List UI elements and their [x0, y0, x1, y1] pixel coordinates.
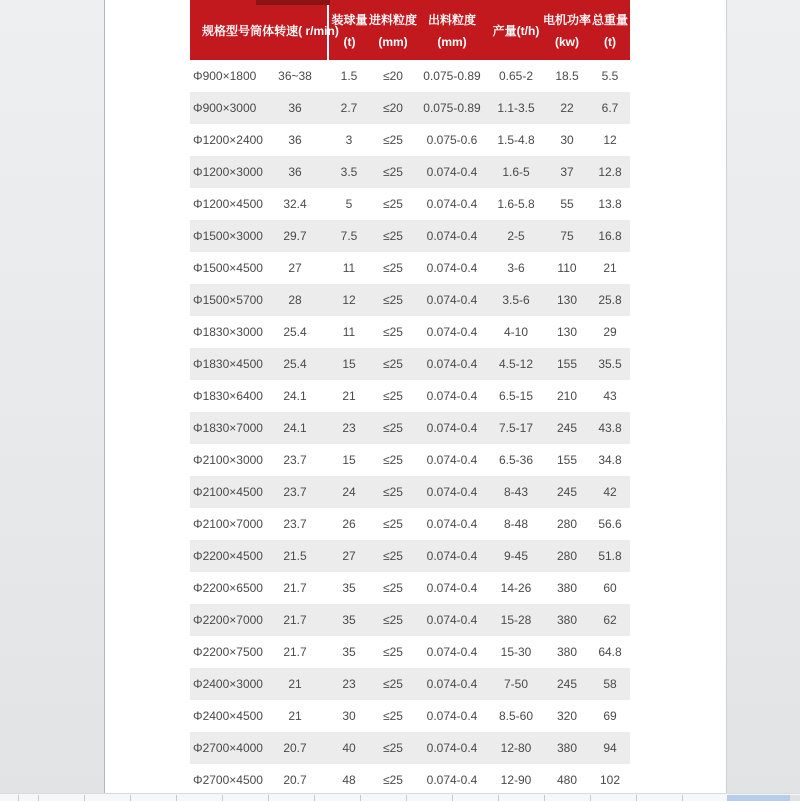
table-row — [190, 540, 630, 572]
table-cell: 110 — [557, 261, 577, 275]
column-unit: (t) — [343, 35, 356, 49]
table-cell: 12-90 — [500, 773, 532, 787]
table-cell: 23.7 — [283, 517, 307, 531]
table-cell: Φ1500×4500 — [193, 261, 263, 275]
table-cell: Φ2700×4500 — [193, 773, 263, 787]
table-row — [190, 60, 630, 92]
table-cell: 155 — [556, 357, 578, 371]
table-cell: ≤25 — [383, 709, 403, 723]
table-cell: 4.5-12 — [498, 357, 534, 371]
column-header — [250, 0, 339, 60]
table-cell: 8-43 — [503, 485, 529, 499]
table-cell: 43.8 — [598, 421, 622, 435]
strip-separator-tick — [18, 795, 19, 801]
table-cell: Φ2200×7000 — [193, 613, 263, 627]
table-row — [190, 92, 630, 124]
table-cell: 11 — [342, 325, 356, 339]
table-cell: ≤25 — [383, 517, 403, 531]
table-cell: ≤25 — [383, 293, 403, 307]
table-row — [190, 732, 630, 764]
table-row — [190, 380, 630, 412]
column-title: 进料粒度 — [369, 13, 418, 27]
table-row — [190, 764, 630, 796]
table-cell: 20.7 — [283, 773, 307, 787]
table-cell: 23 — [342, 677, 356, 691]
table-cell: 21 — [342, 389, 356, 403]
table-cell: 380 — [556, 613, 578, 627]
table-cell: 34.8 — [598, 453, 622, 467]
table-cell: Φ2700×4000 — [193, 741, 263, 755]
table-cell: 102 — [599, 773, 621, 787]
table-cell: Φ1830×3000 — [193, 325, 263, 339]
table-cell: 6.7 — [601, 101, 619, 115]
table-cell: 2-5 — [507, 229, 525, 243]
strip-separator-tick — [452, 795, 453, 801]
table-cell: 26 — [342, 517, 356, 531]
table-cell: Φ1830×6400 — [193, 389, 263, 403]
table-cell: Φ1830×4500 — [193, 357, 263, 371]
table-cell: 0.074-0.4 — [426, 549, 478, 563]
table-cell: 35.5 — [598, 357, 622, 371]
column-unit: (kw) — [555, 35, 579, 49]
table-cell: 1.5 — [340, 69, 358, 83]
table-cell: 42 — [603, 485, 617, 499]
table-cell: 62 — [603, 613, 617, 627]
table-cell: 0.074-0.4 — [426, 677, 478, 691]
table-cell: 58 — [603, 677, 617, 691]
table-cell: 3 — [345, 133, 353, 147]
spec-table-header-row — [190, 0, 630, 60]
table-cell: 12 — [342, 293, 356, 307]
table-cell: ≤25 — [383, 357, 403, 371]
table-cell: ≤25 — [383, 773, 403, 787]
table-cell: 7-50 — [503, 677, 529, 691]
table-cell: 0.074-0.4 — [426, 485, 478, 499]
table-row — [190, 476, 630, 508]
column-title: 装球量 — [331, 13, 368, 27]
table-cell: ≤25 — [383, 325, 403, 339]
table-cell: 12-80 — [500, 741, 532, 755]
table-cell: 23 — [342, 421, 356, 435]
table-cell: ≤25 — [383, 165, 403, 179]
column-title: 产量(t/h) — [492, 23, 540, 38]
strip-separator-tick — [406, 795, 407, 801]
table-cell: 40 — [342, 741, 356, 755]
table-cell: 21.5 — [283, 549, 307, 563]
table-cell: Φ1200×2400 — [193, 133, 263, 147]
column-title: 规格型号 — [201, 23, 250, 38]
table-cell: 0.074-0.4 — [426, 517, 478, 531]
table-cell: ≤25 — [383, 453, 403, 467]
table-cell: 0.074-0.4 — [426, 421, 478, 435]
table-cell: ≤25 — [383, 741, 403, 755]
column-header — [416, 0, 488, 60]
table-cell: 0.074-0.4 — [426, 325, 478, 339]
table-cell: 0.074-0.4 — [426, 229, 478, 243]
table-cell: 15 — [342, 357, 356, 371]
column-header — [488, 0, 544, 60]
table-cell: 21.7 — [283, 613, 307, 627]
spec-table-header — [190, 0, 630, 60]
column-title: 出料粒度 — [427, 13, 476, 27]
table-cell: 3-6 — [507, 261, 525, 275]
table-cell: 0.074-0.4 — [426, 645, 478, 659]
table-cell: 21.7 — [283, 645, 307, 659]
table-cell: ≤25 — [383, 133, 403, 147]
column-header — [544, 0, 590, 60]
taskbar-highlight-segment[interactable] — [727, 795, 790, 801]
table-cell: 29 — [603, 325, 617, 339]
table-cell: 51.8 — [598, 549, 622, 563]
document-page — [104, 0, 727, 800]
table-cell: 280 — [556, 517, 578, 531]
strip-separator-tick — [498, 795, 499, 801]
table-cell: Φ2200×4500 — [193, 549, 263, 563]
table-cell: 28 — [288, 293, 302, 307]
table-cell: 245 — [556, 485, 578, 499]
table-cell: 4-10 — [503, 325, 529, 339]
table-cell: 3.5 — [340, 165, 358, 179]
table-cell: 21 — [288, 709, 302, 723]
table-cell: 5 — [345, 197, 353, 211]
table-cell: 380 — [556, 741, 578, 755]
header-accent-block — [256, 0, 330, 5]
table-cell: 0.074-0.4 — [426, 165, 478, 179]
table-cell: 56.6 — [598, 517, 622, 531]
table-cell: 64.8 — [598, 645, 622, 659]
table-cell: 35 — [342, 581, 356, 595]
table-cell: 11 — [342, 261, 356, 275]
table-cell: 8-48 — [503, 517, 529, 531]
table-cell: Φ2200×7500 — [193, 645, 263, 659]
strip-separator-tick — [222, 795, 223, 801]
table-cell: 0.074-0.4 — [426, 357, 478, 371]
table-cell: 0.075-0.6 — [426, 133, 478, 147]
table-cell: 25.4 — [283, 357, 307, 371]
table-cell: 14-26 — [500, 581, 532, 595]
table-cell: 27 — [342, 549, 356, 563]
spec-table — [190, 0, 631, 796]
table-row — [190, 284, 630, 316]
table-cell: 27 — [288, 261, 302, 275]
strip-separator-tick — [314, 795, 315, 801]
table-cell: 1.6-5.8 — [497, 197, 535, 211]
table-cell: Φ2200×6500 — [193, 581, 263, 595]
table-cell: Φ2100×3000 — [193, 453, 263, 467]
table-cell: 1.6-5 — [502, 165, 530, 179]
column-title: 筒体转速( r/min) — [250, 23, 339, 38]
table-row — [190, 316, 630, 348]
table-cell: 36 — [288, 165, 302, 179]
table-cell: 7.5-17 — [498, 421, 534, 435]
table-row — [190, 700, 630, 732]
table-cell: ≤25 — [383, 421, 403, 435]
table-cell: 25.8 — [598, 293, 622, 307]
table-cell: 24.1 — [283, 421, 307, 435]
table-cell: Φ1500×5700 — [193, 293, 263, 307]
strip-separator-tick — [130, 795, 131, 801]
table-cell: 30 — [560, 133, 574, 147]
table-row — [190, 572, 630, 604]
table-cell: 13.8 — [598, 197, 622, 211]
table-cell: 21 — [603, 261, 617, 275]
strip-separator-tick — [636, 795, 637, 801]
table-cell: 6.5-36 — [498, 453, 534, 467]
table-cell: 30 — [342, 709, 356, 723]
table-cell: Φ2400×3000 — [193, 677, 263, 691]
table-cell: 245 — [556, 677, 578, 691]
strip-separator-tick — [176, 795, 177, 801]
table-cell: ≤20 — [383, 101, 403, 115]
column-header — [370, 0, 416, 60]
table-cell: 12.8 — [598, 165, 622, 179]
table-cell: 16.8 — [598, 229, 622, 243]
table-cell: 15-28 — [500, 613, 532, 627]
table-cell: 37 — [560, 165, 574, 179]
table-cell: Φ1830×7000 — [193, 421, 263, 435]
table-cell: 29.7 — [283, 229, 307, 243]
table-cell: 2.7 — [340, 101, 358, 115]
table-cell: 35 — [342, 613, 356, 627]
table-row — [190, 220, 630, 252]
table-cell: 0.075-0.89 — [423, 101, 481, 115]
table-row — [190, 188, 630, 220]
table-cell: ≤25 — [383, 677, 403, 691]
table-cell: ≤25 — [383, 197, 403, 211]
table-cell: 15 — [342, 453, 356, 467]
table-cell: 1.5-4.8 — [497, 133, 535, 147]
column-header — [590, 0, 630, 60]
table-cell: 69 — [603, 709, 617, 723]
table-cell: 130 — [556, 325, 578, 339]
table-cell: 0.074-0.4 — [426, 293, 478, 307]
table-cell: Φ2100×4500 — [193, 485, 263, 499]
table-cell: ≤25 — [383, 229, 403, 243]
table-cell: 15-30 — [500, 645, 532, 659]
table-cell: 245 — [556, 421, 578, 435]
table-cell: 320 — [556, 709, 578, 723]
strip-separator-tick — [682, 795, 683, 801]
table-row — [190, 124, 630, 156]
table-cell: 0.074-0.4 — [426, 773, 478, 787]
table-cell: 0.074-0.4 — [426, 261, 478, 275]
table-cell: 0.074-0.4 — [426, 581, 478, 595]
table-cell: 18.5 — [555, 69, 579, 83]
table-cell: 94 — [603, 741, 617, 755]
table-cell: 130 — [556, 293, 578, 307]
table-row — [190, 636, 630, 668]
spec-table-body — [190, 60, 630, 796]
table-cell: 155 — [556, 453, 578, 467]
table-cell: 5.5 — [601, 69, 619, 83]
table-cell: 21 — [288, 677, 302, 691]
table-cell: 36 — [288, 101, 302, 115]
table-cell: 24.1 — [283, 389, 307, 403]
table-cell: 48 — [342, 773, 356, 787]
table-cell: 7.5 — [340, 229, 358, 243]
ball-mill-spec-table — [190, 0, 630, 796]
table-cell: 480 — [556, 773, 578, 787]
table-cell: ≤25 — [383, 645, 403, 659]
table-row — [190, 412, 630, 444]
column-title: 电机功率 — [543, 13, 592, 27]
table-cell: 9-45 — [503, 549, 529, 563]
table-cell: ≤25 — [383, 485, 403, 499]
taskbar-strip-tail — [790, 795, 800, 801]
table-cell: 0.075-0.89 — [423, 69, 481, 83]
table-cell: ≤25 — [383, 581, 403, 595]
table-cell: 0.074-0.4 — [426, 389, 478, 403]
table-cell: Φ1200×4500 — [193, 197, 263, 211]
strip-separator-tick — [268, 795, 269, 801]
table-cell: 0.074-0.4 — [426, 613, 478, 627]
table-cell: 75 — [560, 229, 574, 243]
table-cell: 21.7 — [283, 581, 307, 595]
table-cell: Φ900×3000 — [193, 101, 257, 115]
table-cell: ≤25 — [383, 613, 403, 627]
table-cell: 36~38 — [278, 69, 312, 83]
table-cell: 0.65-2 — [498, 69, 534, 83]
table-cell: Φ900×1800 — [193, 69, 257, 83]
table-row — [190, 156, 630, 188]
table-cell: Φ1200×3000 — [193, 165, 263, 179]
table-cell: Φ1500×3000 — [193, 229, 263, 243]
column-unit: (mm) — [378, 35, 408, 49]
table-cell: 24 — [342, 485, 356, 499]
table-cell: ≤20 — [383, 69, 403, 83]
table-cell: 3.5-6 — [502, 293, 530, 307]
column-title: 总重量 — [591, 13, 628, 27]
table-cell: 55 — [560, 197, 574, 211]
column-unit: (mm) — [437, 35, 467, 49]
table-cell: 1.1-3.5 — [497, 101, 535, 115]
table-cell: 32.4 — [283, 197, 307, 211]
strip-separator-tick — [544, 795, 545, 801]
table-row — [190, 604, 630, 636]
table-cell: 36 — [288, 133, 302, 147]
table-cell: 8.5-60 — [498, 709, 534, 723]
strip-separator-tick — [38, 795, 39, 801]
table-cell: 60 — [603, 581, 617, 595]
table-cell: 280 — [556, 549, 578, 563]
table-cell: 23.7 — [283, 453, 307, 467]
table-cell: 23.7 — [283, 485, 307, 499]
table-cell: 0.074-0.4 — [426, 197, 478, 211]
table-cell: 380 — [556, 645, 578, 659]
table-row — [190, 444, 630, 476]
table-cell: 35 — [342, 645, 356, 659]
strip-separator-tick — [360, 795, 361, 801]
strip-separator-tick — [590, 795, 591, 801]
table-cell: 20.7 — [283, 741, 307, 755]
table-row — [190, 508, 630, 540]
table-cell: 12 — [603, 133, 617, 147]
table-cell: 0.074-0.4 — [426, 741, 478, 755]
table-cell: 0.074-0.4 — [426, 453, 478, 467]
table-cell: Φ2400×4500 — [193, 709, 263, 723]
table-cell: ≤25 — [383, 549, 403, 563]
table-cell: 0.074-0.4 — [426, 709, 478, 723]
table-cell: ≤25 — [383, 389, 403, 403]
table-row — [190, 252, 630, 284]
table-cell: ≤25 — [383, 261, 403, 275]
table-cell: 25.4 — [283, 325, 307, 339]
table-cell: 380 — [556, 581, 578, 595]
strip-separator-tick — [84, 795, 85, 801]
table-row — [190, 668, 630, 700]
table-cell: 210 — [556, 389, 578, 403]
table-cell: 22 — [560, 101, 574, 115]
table-cell: 43 — [603, 389, 617, 403]
table-cell: 6.5-15 — [498, 389, 534, 403]
column-unit: (t) — [604, 35, 616, 49]
table-cell: Φ2100×7000 — [193, 517, 263, 531]
table-row — [190, 348, 630, 380]
